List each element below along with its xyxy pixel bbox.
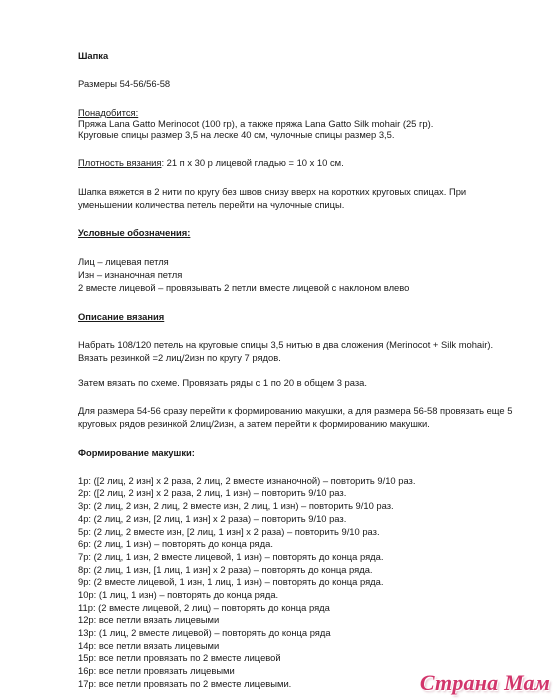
crown-row: 9р: (2 вместе лицевой, 1 изн, 1 лиц, 1 изн) – повторять до конца ряда.: [78, 576, 384, 588]
materials-heading: Понадобится:: [78, 106, 139, 118]
materials-line: Круговые спицы размер 3,5 на леске 40 см, чулочные спицы размер 3,5.: [78, 129, 395, 141]
crown-row: 14р: все петли вязать лицевыми: [78, 639, 220, 651]
crown-row: 13р: (1 лиц, 2 вместе лицевой) – повторять до конца ряда: [78, 626, 331, 638]
density-line: [78, 157, 538, 168]
crown-row: 2р: ([2 лиц, 2 изн] х 2 раза, 2 лиц, 1 изн) – повторить 9/10 раз.: [78, 487, 347, 499]
crown-row: 1р: ([2 лиц, 2 изн] х 2 раза, 2 лиц, 2 вместе изнаночной) – повторить 9/10 раз.: [78, 474, 416, 486]
legend-item: 2 вместе лицевой – провязывать 2 петли вместе лицевой с наклоном влево: [78, 282, 410, 294]
crown-row: 15р: все петли провязать по 2 вместе лицевой: [78, 652, 281, 664]
crown-row: 6р: (2 лиц, 1 изн) – повторять до конца ряда.: [78, 538, 273, 550]
intro-paragraph: [78, 186, 538, 211]
intro-line: уменьшении количества петель перейти на чулочные спицы.: [78, 199, 345, 211]
crown-row: 10р: (1 лиц, 1 изн) – повторять до конца ряда.: [78, 588, 279, 600]
description-paragraph: [78, 339, 538, 364]
crown-rows: [78, 475, 538, 689]
crown-row: 16р: все петли провязать лицевыми: [78, 664, 235, 676]
description-line: Для размера 54-56 сразу перейти к формированию макушки, а для размера 56-58 провязать еще 5: [78, 404, 513, 416]
legend-item: Лиц – лицевая петля: [78, 255, 169, 267]
crown-heading: Формирование макушки:: [78, 446, 195, 458]
density-text: : 21 п х 30 р лицевой гладью = 10 х 10 см.: [161, 157, 344, 169]
crown-row: 12р: все петли вязать лицевыми: [78, 614, 220, 626]
page-title: Шапка: [78, 50, 109, 61]
crown-row: 7р: (2 лиц, 1 изн, 2 вместе лицевой, 1 изн) – повторять до конца ряда.: [78, 550, 384, 562]
description-line: круговых рядов резинкой 2лиц/2изн, а затем перейти к формированию макушки.: [78, 418, 430, 430]
density-label: Плотность вязания: [78, 157, 162, 169]
materials-line: Пряжа Lana Gatto Merinocot (100 гр), а также пряжа Lana Gatto Silk mohair (25 гр).: [78, 117, 434, 129]
crown-row: 3р: (2 лиц, 2 изн, 2 лиц, 2 вместе изн, 2 лиц, 1 изн) – повторить 9/10 раз.: [78, 500, 394, 512]
site-watermark-logo: Страна Мам: [419, 669, 550, 695]
crown-row: 17р: все петли провязать по 2 вместе лицевыми.: [78, 677, 292, 689]
description-heading: Описание вязания: [78, 310, 165, 322]
legend-list: [78, 256, 538, 294]
description-line: Набрать 108/120 петель на круговые спицы 3,5 нитью в два сложения (Merinocot + Silk mohair).: [78, 338, 494, 350]
crown-row: 4р: (2 лиц, 2 изн, [2 лиц, 1 изн] х 2 раза) – повторить 9/10 раз.: [78, 512, 347, 524]
crown-row: 5р: (2 лиц, 2 вместе изн, [2 лиц, 1 изн] х 2 раза) – повторить 9/10 раз.: [78, 525, 380, 537]
crown-row: 8р: (2 лиц, 1 изн, [1 лиц, 1 изн] х 2 раза) – повторять до конца ряда.: [78, 563, 373, 575]
legend-item: Изн – изнаночная петля: [78, 269, 183, 280]
description-line: Затем вязать по схеме. Провязать ряды с 1 по 20 в общем 3 раза.: [78, 376, 367, 388]
sizes-line: Размеры 54-56/56-58: [78, 78, 171, 90]
description-paragraph: [78, 405, 538, 430]
crown-row: 11р: (2 вместе лицевой, 2 лиц) – повторять до конца ряда: [78, 601, 330, 613]
description-line: Вязать резинкой =2 лиц/2изн по кругу 7 рядов.: [78, 352, 281, 364]
document-page: [78, 50, 538, 690]
materials-section: [78, 107, 538, 141]
legend-heading: Условные обозначения:: [78, 227, 191, 239]
intro-line: Шапка вяжется в 2 нити по кругу без швов снизу вверх на коротких круговых спицах. При: [78, 185, 467, 197]
